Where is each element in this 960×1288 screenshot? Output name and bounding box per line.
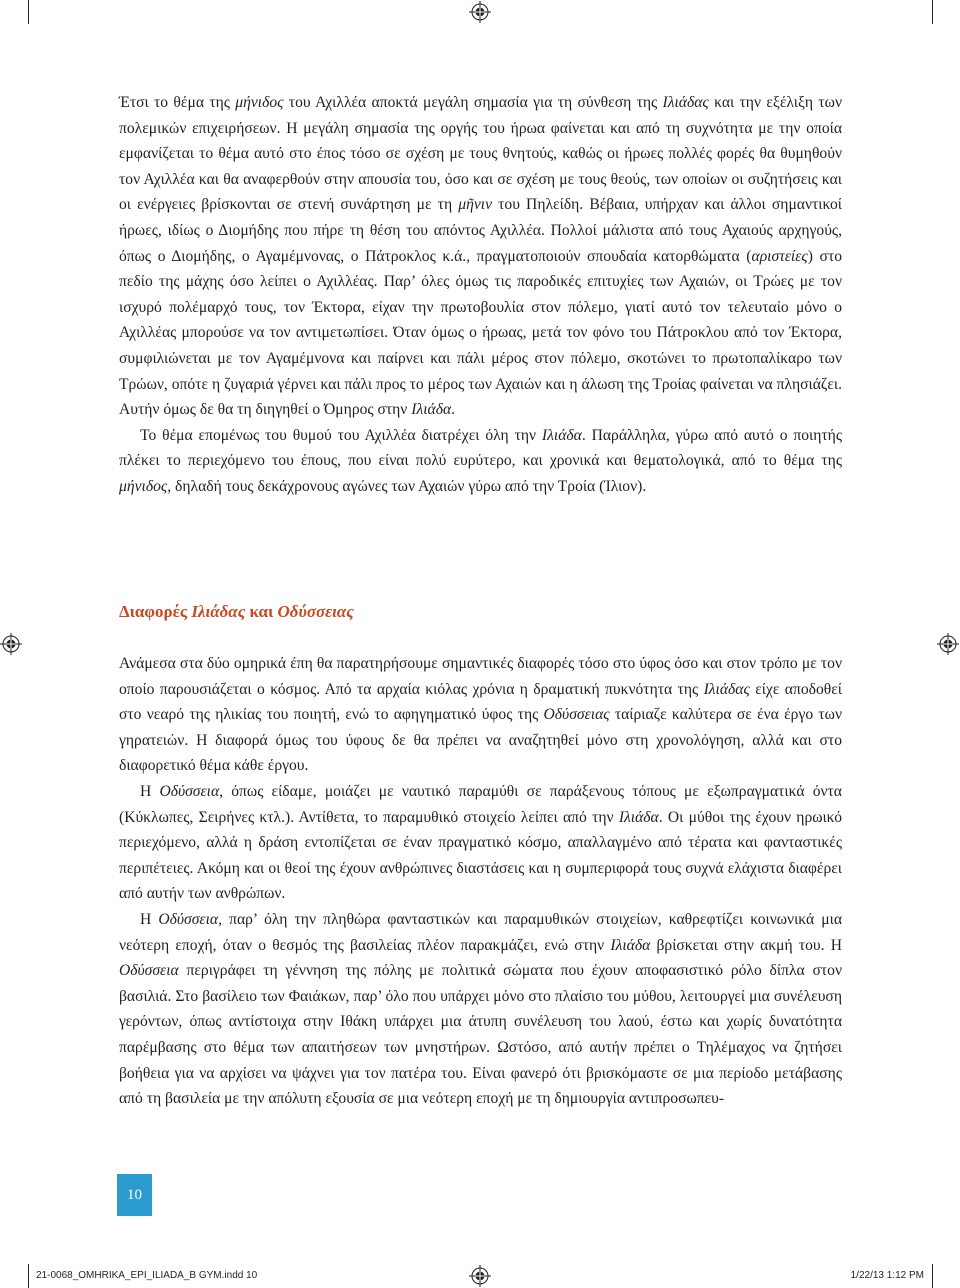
italic-term: μῆνιν — [458, 196, 492, 214]
italic-term: αριστείες — [751, 247, 808, 265]
page-number: 10 — [117, 1174, 152, 1216]
text-run: , δηλαδή τους δεκάχρονους αγώνες των Αχαιών γύρω από την Τροία (Ίλιον). — [167, 477, 647, 495]
italic-term: Οδύσσεια — [119, 962, 179, 980]
main-text-bottom — [119, 651, 842, 1112]
heading-italic-part: Ιλιάδας — [191, 602, 246, 621]
paragraph — [119, 423, 842, 500]
text-run: ) στο πεδίο της μάχης όσο λείπει ο Αχιλλέας. Παρ’ όλες όμως τις παροδικές επιτυχίες των Αχαιών, οι Τρώες με τον ισχυρό πολέμαρχό τους, τον Έκτορα, είχαν την πρωτοβουλία στον πόλεμο, γιατί αυτό τον τελευταίο μόνο ο Αχιλλέας μπορούσε να τον αντιμετωπίσει. Όταν όμως ο ήρωας, μετά τον φόνο του Πάτροκλου από τον Έκτορα, συμφιλιώνεται με τον Αγαμέμνονα και παίρνει και πάλι μέρος στον πόλεμο, σκοτώνει το πρωτοπαλίκαρο των Τρώων, οπότε η ζυγαριά γέρνει και πάλι προς το μέρος των Αχαιών και η άλωση της Τροίας φαίνεται να πλησιάζει. Αυτήν όμως δε θα τη διηγηθεί ο Όμηρος στην — [119, 247, 843, 419]
crop-mark-top-left — [28, 0, 29, 24]
text-run: είχε αποδοθεί στο νεαρό της ηλικίας του ποιητή, ενώ το αφηγηματικό ύφος της — [119, 680, 842, 724]
text-run: και την εξέλιξη των πολεμικών επιχειρήσεων. Η μεγάλη σημασία της οργής του ήρωα φαίνεται και από τη συχνότητα με την οποία εμφανίζεται το θέμα αυτό στο έπος τόσο σε σχέση με τους θνητούς, καθώς οι ήρωες πολλές φορές θα θυμηθούν τον Αχιλλέα και θα αναφερθούν στην απουσία του, όσο και σε σχέση με τους θεούς, των οποίων οι συζητήσεις και οι ενέργειες βρίσκονται σε στενή συνάρτηση με τη — [119, 94, 842, 214]
italic-term: Οδύσσεια — [159, 782, 220, 800]
text-run: Η — [140, 910, 159, 928]
paragraph — [119, 90, 842, 423]
text-run: , παρ’ όλη την πληθώρα φανταστικών και παραμυθικών στοιχείων, καθρεφτίζει κοινωνικά μια νεότερη εποχή, όταν ο θεσμός της βασιλείας πλέον παρακμάζει, ενώ στην — [119, 910, 842, 954]
paragraph — [119, 779, 842, 907]
text-run: του Πηλείδη. Βέβαια, υπήρχαν και άλλοι σημαντικοί ήρωες, ιδίως ο Διομήδης που πήρε τη θέση του απόντος Αχιλλέα. Πολλοί μάλιστα από τους Αχαιούς αρχηγούς, όπως ο Διομήδης, ο Αγαμέμνονας, ο Πάτροκλος κ.ά., πραγματοποιούν σπουδαία κατορθώματα ( — [119, 196, 842, 265]
heading-part: και — [245, 602, 278, 621]
text-run: περιγράφει τη γέννηση της πόλης με πολιτικά σώματα που έχουν αποφασιστικό ρόλο δίπλα στον βασιλιά. Στο βασίλειο των Φαιάκων, παρ’ όλο που υπάρχει μόνο στο πλαίσιο του μύθου, λειτουργεί μια συνέλευση γερόντων, όπως αντίστοιχα στην Ιθάκη υπάρχει μια άτυπη συνέλευση του λαού, έστω και χωρίς δυνατότητα παρέμβασης στο θέμα των απαιτήσεων των μνηστήρων. Ωστόσο, από αυτήν πρέπει ο Τηλέμαχος να ζητήσει βοήθεια για να αρχίσει να ψάχνει για τον πατέρα του. Είναι φανερό ότι βρισκόμαστε σε μια περίοδο μετάβασης από τη βασιλεία με την απόλυτη εξουσία σε μια νεότερη εποχή με τη δημιουργία αντιπροσωπευ- — [119, 962, 842, 1108]
italic-term: Οδύσσειας — [543, 706, 610, 724]
text-run: . Παράλληλα, γύρω από αυτό ο ποιητής πλέκει το περιεχόμενο του έπους, που είναι πολύ ευρύτερο, και χρονικά και θεματολογικά, από το θέμα της — [119, 426, 842, 470]
main-text-top — [119, 90, 842, 500]
text-run: Η — [140, 782, 160, 800]
slug-file: 21-0068_OMHRIKA_EPI_ILIADA_B GYM.indd 10 — [36, 1270, 258, 1281]
text-run: Το θέμα επομένως του θυμού του Αχιλλέα διατρέχει όλη την — [140, 426, 542, 444]
italic-term: Ιλιάδα — [541, 426, 582, 444]
italic-term: Ιλιάδα — [618, 808, 659, 826]
italic-term: Ιλιάδα — [411, 401, 452, 419]
italic-term: μήνιδος — [119, 477, 168, 495]
text-run: Ανάμεσα στα δύο ομηρικά έπη θα παρατηρήσουμε σημαντικές διαφορές τόσο στο ύφος όσο και στον τρόπο με τον οποίο παρουσιάζεται ο κόσμος. Από τα αρχαία κιόλας χρόνια η δραματική πυκνότητα της — [119, 655, 842, 698]
paragraph — [119, 907, 842, 1112]
registration-mark-bottom-icon — [469, 1265, 491, 1287]
text-run: βρίσκεται στην ακμή του. Η — [650, 936, 842, 954]
heading-italic-part: Οδύσσειας — [277, 602, 354, 621]
registration-mark-right-icon — [937, 633, 959, 655]
heading-part: Διαφορές — [119, 602, 192, 621]
section-heading — [119, 600, 354, 624]
text-run: . Οι μύθοι της έχουν ηρωικό περιεχόμενο, αλλά η δράση εντοπίζεται σε έναν πραγματικό κόσμο, απαλλαγμένο από τέρατα και φανταστικές περιπέτειες. Ακόμη και οι θεοί της έχουν ανθρώπινες διαστάσεις και η συμπεριφορά τους συχνά ελάχιστα διαφέρει από αυτήν των ανθρώπων. — [119, 808, 842, 903]
text-run: , όπως είδαμε, μοιάζει με ναυτικό παραμύθι σε παράξενους τόπους με εξωπραγματικά όντα (Κύκλωπες, Σειρήνες κτλ.). Αντίθετα, το παραμυθικό στοιχείο λείπει από την — [119, 782, 842, 826]
slug-date: 1/22/13 1:12 PM — [850, 1270, 924, 1281]
registration-mark-top-icon — [469, 1, 491, 23]
text-run: ταίριαζε καλύτερα σε ένα έργο των γηρατειών. Η διαφορά όμως του ύφους δε θα πρέπει να αναζητηθεί μόνο στη χρονολόγηση, αλλά και στο διαφορετικό θέμα κάθε έργου. — [119, 706, 842, 775]
registration-mark-left-icon — [0, 633, 22, 655]
italic-term: Οδύσσεια — [158, 910, 219, 928]
italic-term: μήνιδος — [235, 94, 284, 111]
italic-term: Ιλιάδα — [610, 936, 651, 954]
text-run: Έτσι το θέμα της — [119, 94, 236, 111]
text-run: . — [451, 401, 456, 419]
paragraph — [119, 651, 842, 779]
italic-term: Ιλιάδας — [703, 680, 750, 698]
crop-mark-bottom-right — [932, 1264, 933, 1288]
crop-mark-top-right — [932, 0, 933, 24]
text-run: του Αχιλλέα αποκτά μεγάλη σημασία για τη σύνθεση της — [283, 94, 663, 111]
crop-mark-bottom-left — [28, 1264, 29, 1288]
italic-term: Ιλιάδας — [662, 94, 709, 111]
